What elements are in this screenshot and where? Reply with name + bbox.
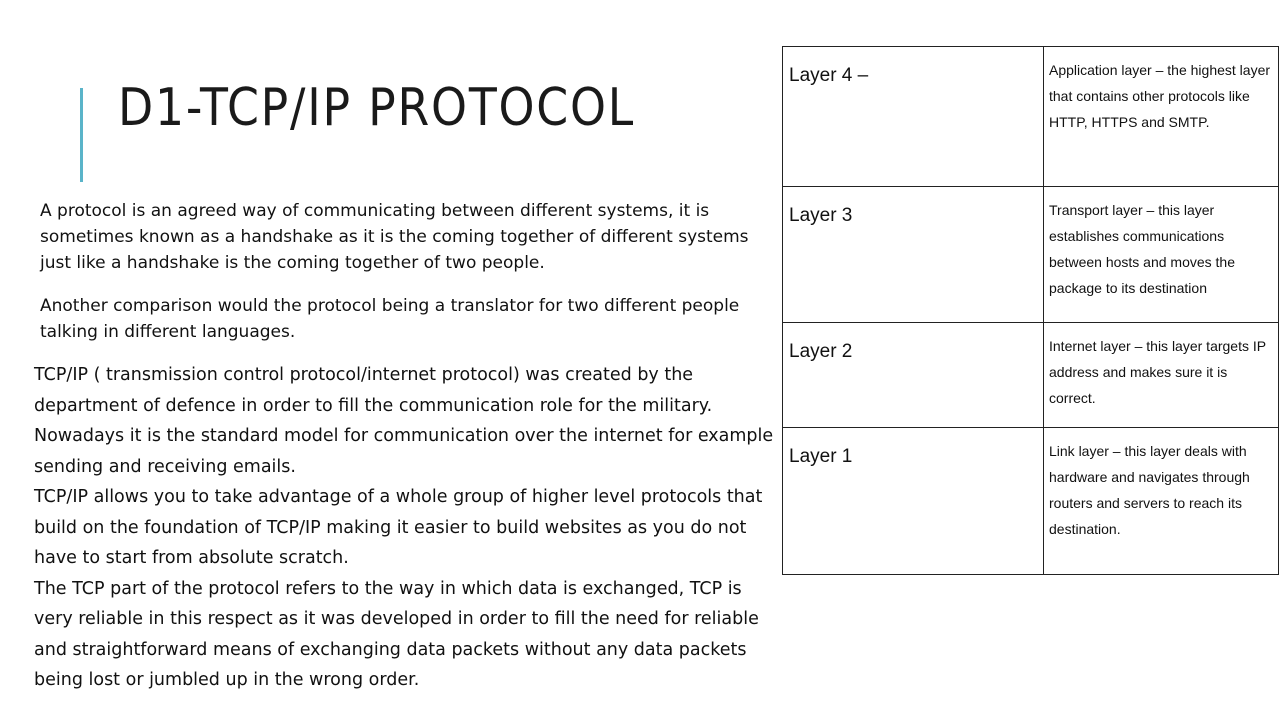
table-row-layer-4: [783, 47, 1279, 187]
layer-name-cell: Layer 4 –: [783, 47, 1044, 187]
tcpip-paragraph-reliability: The TCP part of the protocol refers to the way in which data is exchanged, TCP is very reliable in this respect as it was developed in order to fill the need for reliable and straightforward means of exchanging data packets without any data packets being lost or jumbled up in the wrong order.: [34, 578, 759, 690]
layer-description-cell: Link layer – this layer deals with hardware and navigates through routers and servers to reach its destination.: [1044, 428, 1279, 575]
layers-table: [782, 46, 1279, 575]
slide-title: D1-TCP/IP PROTOCOL: [118, 78, 636, 138]
layer-description-cell: Internet layer – this layer targets IP address and makes sure it is correct.: [1044, 323, 1279, 428]
table-row-layer-1: [783, 428, 1279, 575]
tcpip-paragraph-history: TCP/IP ( transmission control protocol/internet protocol) was created by the department of defence in order to fill the communication role for the military. Nowadays it is the standard model for communication over the internet for example sending and receiving emails.: [34, 365, 774, 477]
layer-name-cell: Layer 3: [783, 187, 1044, 323]
layer-name-cell: Layer 1: [783, 428, 1044, 575]
table-row-layer-2: [783, 323, 1279, 428]
table-row-layer-3: [783, 187, 1279, 323]
layer-description-cell: Application layer – the highest layer that contains other protocols like HTTP, HTTPS and SMTP.: [1044, 47, 1279, 187]
layer-description-cell: Transport layer – this layer establishes communications between hosts and moves the package to its destination: [1044, 187, 1279, 323]
intro-paragraph-2: Another comparison would the protocol being a translator for two different people talking in different languages.: [40, 296, 740, 342]
intro-paragraph-1: A protocol is an agreed way of communicating between different systems, it is sometimes known as a handshake as it is the coming together of different systems just like a handshake is the coming together of two people.: [40, 201, 749, 273]
title-accent-bar: [80, 88, 83, 182]
tcpip-text-block: [34, 360, 779, 696]
layer-name-cell: Layer 2: [783, 323, 1044, 428]
tcpip-paragraph-protocols: TCP/IP allows you to take advantage of a whole group of higher level protocols that build on the foundation of TCP/IP making it easier to build websites as you do not have to start from absolute scratch.: [34, 487, 763, 568]
